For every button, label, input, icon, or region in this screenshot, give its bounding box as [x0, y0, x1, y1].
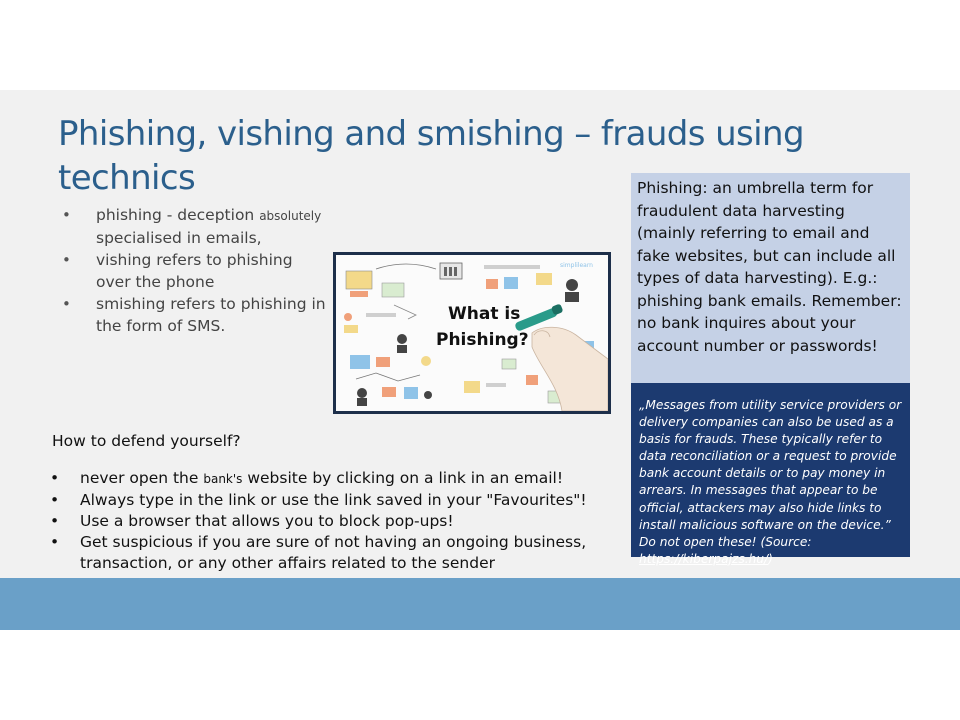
defend-item: • never open the bank's website by clicking on a link in an email! [50, 468, 630, 490]
video-thumbnail[interactable] [333, 252, 611, 414]
list-item-vishing: • vishing refers to phishing over the phone [62, 249, 332, 293]
fraud-types-list [62, 204, 332, 337]
defend-item: • Use a browser that allows you to block pop-ups! [50, 511, 630, 532]
defend-item: • Get suspicious if you are sure of not having an ongoing business, transaction, or any other affairs related to the sender [50, 532, 630, 574]
list-item-phishing: • phishing - deception absolutely specialised in emails, [62, 204, 332, 249]
defend-item: • Always type in the link or use the link saved in your "Favourites"! [50, 490, 630, 511]
video-title-line1: What is [448, 304, 521, 324]
list-item-smishing: • smishing refers to phishing in the form of SMS. [62, 293, 332, 337]
footer-band [0, 578, 960, 630]
quote-box: „Messages from utility service providers or delivery companies can also be used as a basis for frauds. These typically refer to data reconciliation or a request to provide bank account details or to pay money in arrears. In messages that appear to be official, attackers may also hide links to install malicious software on the device.” Do not open these! (Source: https://kiberpajzs.hu/) [631, 383, 910, 557]
brand-label: simplilearn [560, 262, 593, 269]
quote-text: „Messages from utility service providers or delivery companies can also be used as a basis for frauds. These typically refer to data reconciliation or a request to provide bank account details or to pay money in arrears. In messages that appear to be official, attackers may also hide links to install malicious software on the device.” Do not open these! (Source: [639, 398, 902, 549]
defend-heading: How to defend yourself? [52, 432, 241, 450]
phishing-definition-box: Phishing: an umbrella term for fraudulent data harvesting (mainly referring to email and fake websites, but can include all types of data harvesting). E.g.: phishing bank emails. Remember: no bank inquires about your account number or passwords! [631, 173, 910, 383]
whiteboard-illustration [336, 255, 608, 411]
slide-title: Phishing, vishing and smishing – frauds using technics [58, 114, 804, 198]
defend-list [50, 468, 630, 574]
slide [0, 90, 960, 630]
video-title-line2: Phishing? [436, 330, 529, 350]
source-link[interactable]: https://kiberpajzs.hu/ [639, 551, 769, 566]
